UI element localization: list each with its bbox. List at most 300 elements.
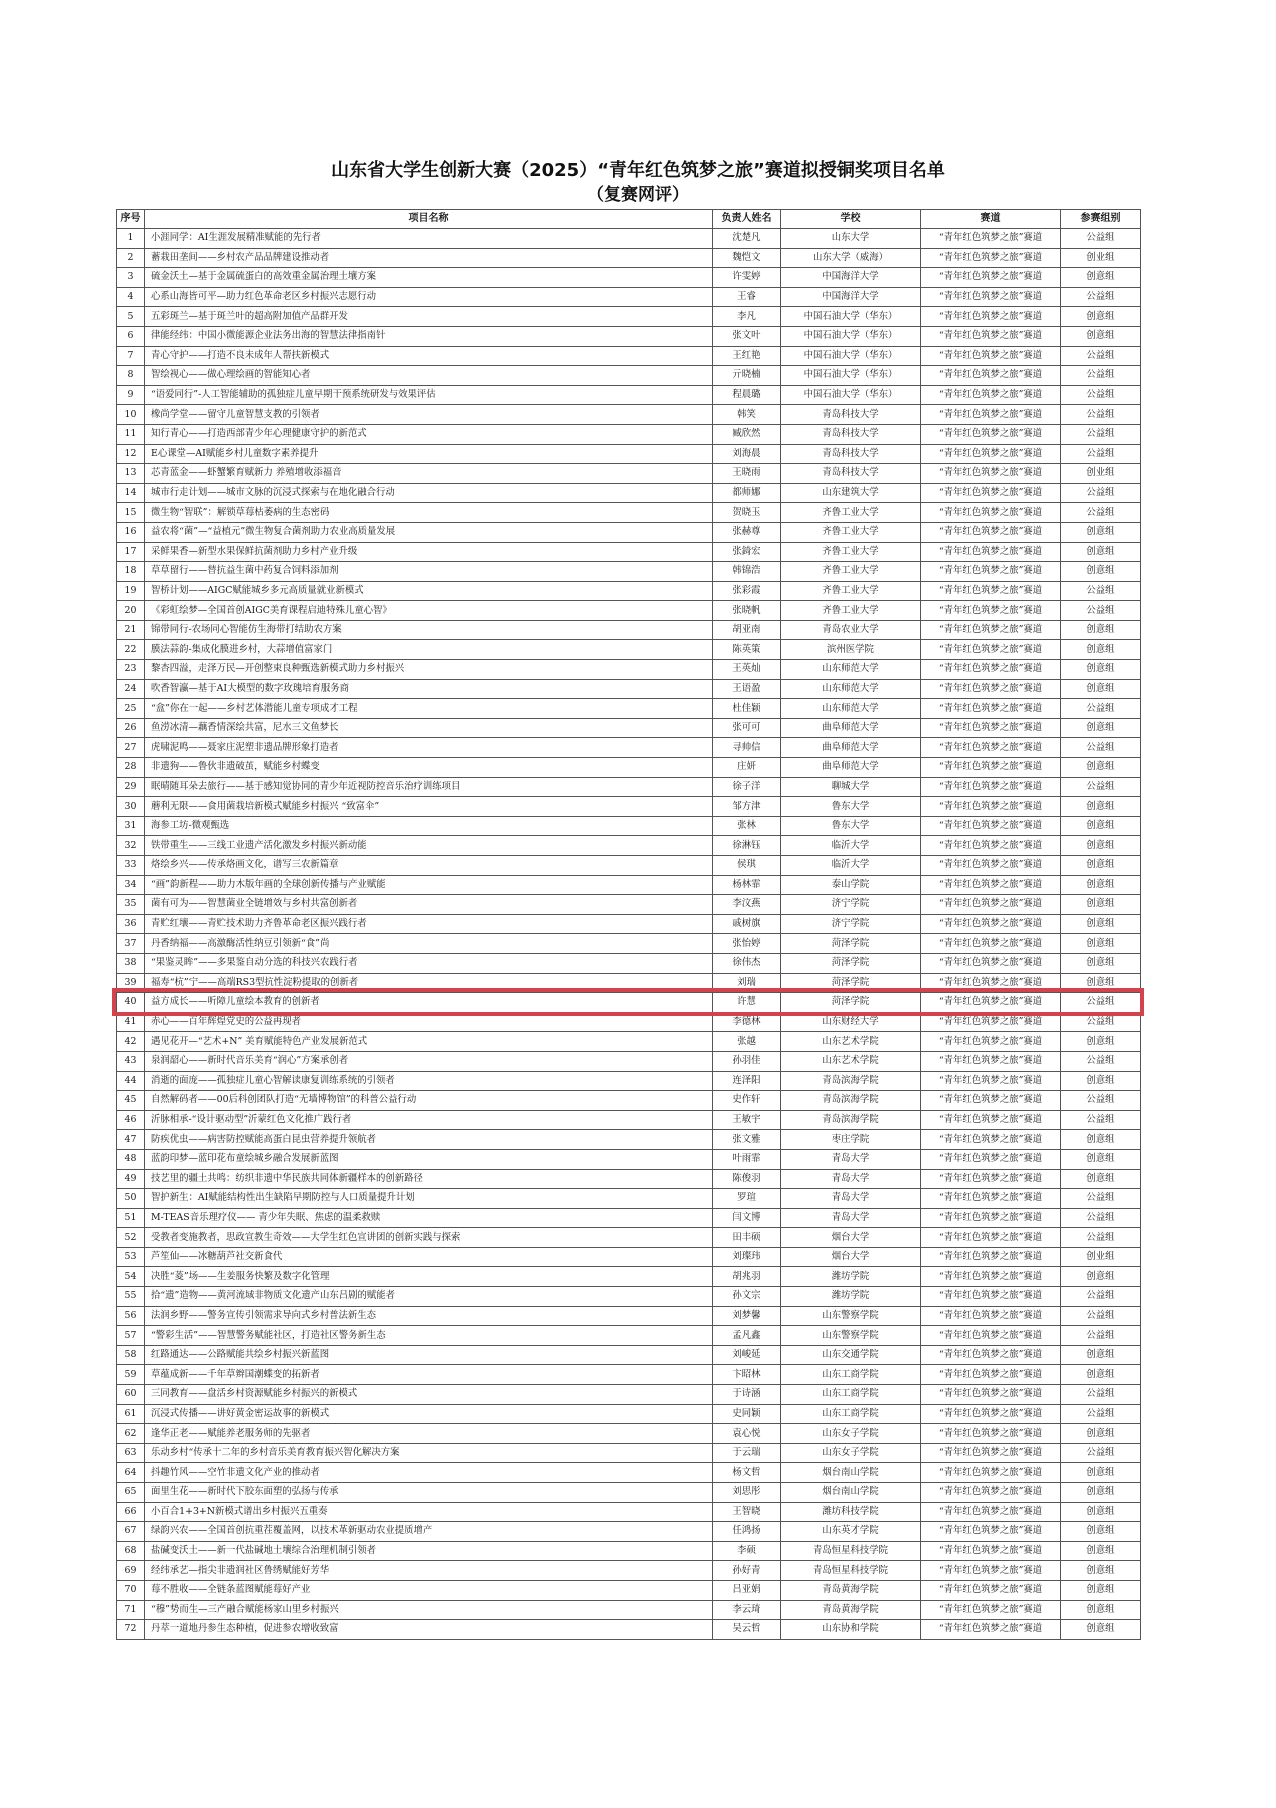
school-name: 中国石油大学（华东） (781, 366, 921, 386)
table-row (117, 1326, 1141, 1346)
group-name: 公益组 (1061, 601, 1141, 621)
track-name: “青年红色筑梦之旅”赛道 (921, 1247, 1061, 1267)
school-name: 鲁东大学 (781, 816, 921, 836)
leader-name: 李硕 (713, 1541, 781, 1561)
group-name: 公益组 (1061, 346, 1141, 366)
row-index: 42 (117, 1032, 145, 1052)
project-name: 五彩斑兰—基于斑兰叶的超高附加值产品群开发 (145, 307, 713, 327)
row-index: 46 (117, 1110, 145, 1130)
school-name: 青岛恒星科技学院 (781, 1561, 921, 1581)
group-name: 公益组 (1061, 1404, 1141, 1424)
leader-name: 孙好青 (713, 1561, 781, 1581)
row-index: 23 (117, 660, 145, 680)
row-index: 31 (117, 816, 145, 836)
group-name: 创意组 (1061, 875, 1141, 895)
award-table (116, 209, 1141, 1640)
school-name: 烟台大学 (781, 1247, 921, 1267)
table-row (117, 1071, 1141, 1091)
table-row (117, 797, 1141, 817)
group-name: 创意组 (1061, 1522, 1141, 1542)
project-name: 拾“遗”造物——黄河流域非物质文化遗产山东吕剧的赋能者 (145, 1287, 713, 1307)
table-row (117, 385, 1141, 405)
leader-name: 刘梦馨 (713, 1306, 781, 1326)
leader-name: 陈俊羽 (713, 1169, 781, 1189)
row-index: 69 (117, 1561, 145, 1581)
table-row (117, 1012, 1141, 1032)
table-row (117, 1483, 1141, 1503)
group-name: 创意组 (1061, 1600, 1141, 1620)
track-name: “青年红色筑梦之旅”赛道 (921, 405, 1061, 425)
track-name: “青年红色筑梦之旅”赛道 (921, 542, 1061, 562)
row-index: 14 (117, 483, 145, 503)
school-name: 山东警察学院 (781, 1326, 921, 1346)
row-index: 11 (117, 424, 145, 444)
leader-name: 胡亚南 (713, 620, 781, 640)
track-name: “青年红色筑梦之旅”赛道 (921, 914, 1061, 934)
project-name: “语爱同行”-人工智能辅助的孤独症儿童早期干预系统研发与效果评估 (145, 385, 713, 405)
school-name: 山东师范大学 (781, 660, 921, 680)
leader-name: 邹方津 (713, 797, 781, 817)
table-row (117, 1051, 1141, 1071)
row-index: 52 (117, 1228, 145, 1248)
row-index: 9 (117, 385, 145, 405)
school-name: 中国海洋大学 (781, 268, 921, 288)
track-name: “青年红色筑梦之旅”赛道 (921, 738, 1061, 758)
col-header-index: 序号 (117, 210, 145, 229)
row-index: 33 (117, 856, 145, 876)
row-index: 70 (117, 1580, 145, 1600)
group-name: 公益组 (1061, 366, 1141, 386)
track-name: “青年红色筑梦之旅”赛道 (921, 346, 1061, 366)
table-row (117, 1541, 1141, 1561)
track-name: “青年红色筑梦之旅”赛道 (921, 1051, 1061, 1071)
leader-name: 亓晓楠 (713, 366, 781, 386)
project-name: M-TEAS音乐理疗仪—— 青少年失眠、焦虑的温柔救赎 (145, 1208, 713, 1228)
school-name: 青岛科技大学 (781, 444, 921, 464)
school-name: 青岛恒星科技学院 (781, 1541, 921, 1561)
row-index: 4 (117, 287, 145, 307)
row-index: 8 (117, 366, 145, 386)
table-row (117, 601, 1141, 621)
group-name: 创意组 (1061, 914, 1141, 934)
track-name: “青年红色筑梦之旅”赛道 (921, 699, 1061, 719)
track-name: “青年红色筑梦之旅”赛道 (921, 1189, 1061, 1209)
project-name: 决胜“菱”场——生姜服务快繁及数字化管理 (145, 1267, 713, 1287)
project-name: 盐碱变沃土——新一代盐碱地土壤综合治理机制引领者 (145, 1541, 713, 1561)
group-name: 公益组 (1061, 1110, 1141, 1130)
row-index: 48 (117, 1149, 145, 1169)
track-name: “青年红色筑梦之旅”赛道 (921, 953, 1061, 973)
track-name: “青年红色筑梦之旅”赛道 (921, 326, 1061, 346)
table-row (117, 895, 1141, 915)
table-row (117, 522, 1141, 542)
table-row (117, 1620, 1141, 1640)
row-index: 2 (117, 248, 145, 268)
school-name: 山东艺术学院 (781, 1032, 921, 1052)
leader-name: 侯琪 (713, 856, 781, 876)
table-row (117, 1385, 1141, 1405)
school-name: 齐鲁工业大学 (781, 522, 921, 542)
group-name: 公益组 (1061, 1443, 1141, 1463)
group-name: 创意组 (1061, 1620, 1141, 1640)
leader-name: 孙羽佳 (713, 1051, 781, 1071)
row-index: 35 (117, 895, 145, 915)
row-index: 41 (117, 1012, 145, 1032)
group-name: 创意组 (1061, 758, 1141, 778)
school-name: 菏泽学院 (781, 993, 921, 1013)
school-name: 曲阜师范大学 (781, 738, 921, 758)
table-header-row (117, 210, 1141, 229)
leader-name: 李云琦 (713, 1600, 781, 1620)
leader-name: 田丰硕 (713, 1228, 781, 1248)
school-name: 菏泽学院 (781, 934, 921, 954)
school-name: 山东女子学院 (781, 1443, 921, 1463)
project-name: “穆”势而生—三产融合赋能杨家山里乡村振兴 (145, 1600, 713, 1620)
group-name: 创意组 (1061, 1561, 1141, 1581)
table-row (117, 287, 1141, 307)
track-name: “青年红色筑梦之旅”赛道 (921, 1306, 1061, 1326)
project-name: 益方成长——听障儿童绘本教育的创新者 (145, 993, 713, 1013)
school-name: 烟台大学 (781, 1228, 921, 1248)
project-name: 技艺里的疆土共鸣：纺织非遗中华民族共同体新疆样本的创新路径 (145, 1169, 713, 1189)
track-name: “青年红色筑梦之旅”赛道 (921, 464, 1061, 484)
project-name: 莓不胜收——全链条蓝图赋能莓好产业 (145, 1580, 713, 1600)
track-name: “青年红色筑梦之旅”赛道 (921, 268, 1061, 288)
row-index: 47 (117, 1130, 145, 1150)
school-name: 青岛科技大学 (781, 424, 921, 444)
table-row (117, 1267, 1141, 1287)
track-name: “青年红色筑梦之旅”赛道 (921, 777, 1061, 797)
track-name: “青年红色筑梦之旅”赛道 (921, 993, 1061, 1013)
group-name: 创意组 (1061, 836, 1141, 856)
row-index: 53 (117, 1247, 145, 1267)
leader-name: 孟凡鑫 (713, 1326, 781, 1346)
track-name: “青年红色筑梦之旅”赛道 (921, 1502, 1061, 1522)
track-name: “青年红色筑梦之旅”赛道 (921, 581, 1061, 601)
table-row (117, 1228, 1141, 1248)
project-name: 自然解码者——00后科创团队打造“无墙博物馆”的科普公益行动 (145, 1091, 713, 1111)
school-name: 山东师范大学 (781, 699, 921, 719)
leader-name: 张越 (713, 1032, 781, 1052)
project-name: 微生物“智联”：解锁草莓枯萎病的生态密码 (145, 503, 713, 523)
group-name: 创业组 (1061, 1247, 1141, 1267)
track-name: “青年红色筑梦之旅”赛道 (921, 248, 1061, 268)
school-name: 中国石油大学（华东） (781, 326, 921, 346)
leader-name: 罗瑄 (713, 1189, 781, 1209)
row-index: 55 (117, 1287, 145, 1307)
track-name: “青年红色筑梦之旅”赛道 (921, 973, 1061, 993)
leader-name: 张文雅 (713, 1130, 781, 1150)
project-name: 菌有可为——智慧菌业全链增效与乡村共富创新者 (145, 895, 713, 915)
col-header-group: 参赛组别 (1061, 210, 1141, 229)
table-row (117, 405, 1141, 425)
track-name: “青年红色筑梦之旅”赛道 (921, 1483, 1061, 1503)
track-name: “青年红色筑梦之旅”赛道 (921, 856, 1061, 876)
leader-name: 吴云哲 (713, 1620, 781, 1640)
leader-name: 臧欣然 (713, 424, 781, 444)
track-name: “青年红色筑梦之旅”赛道 (921, 1463, 1061, 1483)
group-name: 创意组 (1061, 542, 1141, 562)
track-name: “青年红色筑梦之旅”赛道 (921, 483, 1061, 503)
school-name: 菏泽学院 (781, 973, 921, 993)
leader-name: 王睿 (713, 287, 781, 307)
track-name: “青年红色筑梦之旅”赛道 (921, 307, 1061, 327)
row-index: 54 (117, 1267, 145, 1287)
project-name: 小百合1+3+N新模式谱出乡村振兴五重奏 (145, 1502, 713, 1522)
table-row (117, 679, 1141, 699)
school-name: 齐鲁工业大学 (781, 503, 921, 523)
leader-name: 吕亚娟 (713, 1580, 781, 1600)
leader-name: 贺晓玉 (713, 503, 781, 523)
group-name: 创意组 (1061, 816, 1141, 836)
school-name: 中国石油大学（华东） (781, 346, 921, 366)
school-name: 泰山学院 (781, 875, 921, 895)
leader-name: 魏恺文 (713, 248, 781, 268)
track-name: “青年红色筑梦之旅”赛道 (921, 1149, 1061, 1169)
project-name: 沉浸式传播——讲好黄金密运故事的新模式 (145, 1404, 713, 1424)
leader-name: 张錡宏 (713, 542, 781, 562)
school-name: 山东工商学院 (781, 1404, 921, 1424)
school-name: 烟台南山学院 (781, 1463, 921, 1483)
leader-name: 陈英策 (713, 640, 781, 660)
track-name: “青年红色筑梦之旅”赛道 (921, 1267, 1061, 1287)
school-name: 青岛滨海学院 (781, 1110, 921, 1130)
row-index: 36 (117, 914, 145, 934)
leader-name: 刘峻延 (713, 1345, 781, 1365)
table-row (117, 1189, 1141, 1209)
leader-name: 刘瑞 (713, 973, 781, 993)
group-name: 公益组 (1061, 1326, 1141, 1346)
leader-name: 徐子洋 (713, 777, 781, 797)
school-name: 鲁东大学 (781, 797, 921, 817)
track-name: “青年红色筑梦之旅”赛道 (921, 875, 1061, 895)
school-name: 青岛大学 (781, 1169, 921, 1189)
table-row (117, 953, 1141, 973)
row-index: 16 (117, 522, 145, 542)
table-row (117, 1561, 1141, 1581)
school-name: 山东财经大学 (781, 1012, 921, 1032)
row-index: 25 (117, 699, 145, 719)
track-name: “青年红色筑梦之旅”赛道 (921, 1110, 1061, 1130)
group-name: 创意组 (1061, 856, 1141, 876)
row-index: 57 (117, 1326, 145, 1346)
leader-name: 任鸿扬 (713, 1522, 781, 1542)
col-header-school: 学校 (781, 210, 921, 229)
group-name: 公益组 (1061, 287, 1141, 307)
project-name: 法润乡野——警务宣传引领需求导向式乡村普法新生态 (145, 1306, 713, 1326)
group-name: 公益组 (1061, 1287, 1141, 1307)
leader-name: 韩锦浩 (713, 562, 781, 582)
table-row (117, 993, 1141, 1013)
table-row (117, 1306, 1141, 1326)
track-name: “青年红色筑梦之旅”赛道 (921, 758, 1061, 778)
group-name: 公益组 (1061, 1306, 1141, 1326)
group-name: 公益组 (1061, 405, 1141, 425)
page-subtitle: （复赛网评） (587, 185, 689, 205)
leader-name: 许雯婷 (713, 268, 781, 288)
project-name: 智护新生：AI赋能结构性出生缺陷早期防控与人口质量提升计划 (145, 1189, 713, 1209)
school-name: 山东师范大学 (781, 679, 921, 699)
table-row (117, 366, 1141, 386)
project-name: 福寿“杭”宁——高端RS3型抗性淀粉提取的创新者 (145, 973, 713, 993)
project-name: 智桥计划——AIGC赋能城乡多元高质量就业新模式 (145, 581, 713, 601)
project-name: 逢华正老——赋能养老服务师的先驱者 (145, 1424, 713, 1444)
project-name: 非遗狗——鲁伙非遗破茧，赋能乡村蝶变 (145, 758, 713, 778)
project-name: 智绘视心——做心理绘画的智能知心者 (145, 366, 713, 386)
track-name: “青年红色筑梦之旅”赛道 (921, 1404, 1061, 1424)
school-name: 济宁学院 (781, 914, 921, 934)
leader-name: 张文叶 (713, 326, 781, 346)
row-index: 15 (117, 503, 145, 523)
track-name: “青年红色筑梦之旅”赛道 (921, 1071, 1061, 1091)
school-name: 滨州医学院 (781, 640, 921, 660)
track-name: “青年红色筑梦之旅”赛道 (921, 1228, 1061, 1248)
row-index: 28 (117, 758, 145, 778)
table-row (117, 483, 1141, 503)
project-name: 《彩虹绘梦—全国首创AIGC美育课程启迪特殊儿童心智》 (145, 601, 713, 621)
group-name: 公益组 (1061, 699, 1141, 719)
project-name: 益农将“菌”—“益植元”微生物复合菌剂助力农业高质量发展 (145, 522, 713, 542)
school-name: 齐鲁工业大学 (781, 562, 921, 582)
table-row (117, 973, 1141, 993)
row-index: 40 (117, 993, 145, 1013)
group-name: 公益组 (1061, 483, 1141, 503)
table-row (117, 1091, 1141, 1111)
group-name: 创意组 (1061, 1267, 1141, 1287)
row-index: 22 (117, 640, 145, 660)
group-name: 创意组 (1061, 718, 1141, 738)
table-row (117, 1502, 1141, 1522)
track-name: “青年红色筑梦之旅”赛道 (921, 1600, 1061, 1620)
table-row (117, 1424, 1141, 1444)
row-index: 67 (117, 1522, 145, 1542)
school-name: 聊城大学 (781, 777, 921, 797)
group-name: 创意组 (1061, 1130, 1141, 1150)
project-name: 海参工坊-微观甄选 (145, 816, 713, 836)
group-name: 创意组 (1061, 1345, 1141, 1365)
table-row (117, 875, 1141, 895)
project-name: E心课堂—AI赋能乡村儿童数字素养提升 (145, 444, 713, 464)
group-name: 创意组 (1061, 934, 1141, 954)
school-name: 青岛黄海学院 (781, 1580, 921, 1600)
leader-name: 胡兆羽 (713, 1267, 781, 1287)
group-name: 创意组 (1061, 1032, 1141, 1052)
group-name: 创意组 (1061, 620, 1141, 640)
table-row (117, 346, 1141, 366)
table-row (117, 1443, 1141, 1463)
table-row (117, 1208, 1141, 1228)
track-name: “青年红色筑梦之旅”赛道 (921, 1620, 1061, 1640)
table-row (117, 1365, 1141, 1385)
project-name: 膜法蒜韵-集成化膜进乡村，大蒜增值富家门 (145, 640, 713, 660)
group-name: 创意组 (1061, 326, 1141, 346)
group-name: 公益组 (1061, 1091, 1141, 1111)
row-index: 32 (117, 836, 145, 856)
row-index: 12 (117, 444, 145, 464)
table-row (117, 718, 1141, 738)
col-header-track: 赛道 (921, 210, 1061, 229)
project-name: 橡尚学堂——留守儿童智慧支教的引领者 (145, 405, 713, 425)
track-name: “青年红色筑梦之旅”赛道 (921, 287, 1061, 307)
school-name: 曲阜师范大学 (781, 718, 921, 738)
school-name: 山东交通学院 (781, 1345, 921, 1365)
school-name: 中国石油大学（华东） (781, 307, 921, 327)
track-name: “青年红色筑梦之旅”赛道 (921, 1522, 1061, 1542)
row-index: 39 (117, 973, 145, 993)
group-name: 公益组 (1061, 738, 1141, 758)
leader-name: 孙文宗 (713, 1287, 781, 1307)
leader-name: 于云瑞 (713, 1443, 781, 1463)
leader-name: 刘海晨 (713, 444, 781, 464)
project-name: 知行青心——打造西部青少年心理健康守护的新范式 (145, 424, 713, 444)
leader-name: 刘璨玮 (713, 1247, 781, 1267)
group-name: 公益组 (1061, 385, 1141, 405)
group-name: 创业组 (1061, 464, 1141, 484)
school-name: 山东警察学院 (781, 1306, 921, 1326)
group-name: 创意组 (1061, 268, 1141, 288)
table-row (117, 856, 1141, 876)
leader-name: 王晓雨 (713, 464, 781, 484)
group-name: 创业组 (1061, 248, 1141, 268)
row-index: 5 (117, 307, 145, 327)
table-row (117, 914, 1141, 934)
group-name: 创意组 (1061, 797, 1141, 817)
project-name: 遇见花开—“艺术+N” 美育赋能特色产业发展新范式 (145, 1032, 713, 1052)
leader-name: 都师娜 (713, 483, 781, 503)
leader-name: 杨文哲 (713, 1463, 781, 1483)
group-name: 公益组 (1061, 444, 1141, 464)
row-index: 56 (117, 1306, 145, 1326)
table-row (117, 1580, 1141, 1600)
group-name: 创意组 (1061, 640, 1141, 660)
project-name: 草草留行——替抗益生菌中药复合饲料添加剂 (145, 562, 713, 582)
school-name: 山东英才学院 (781, 1522, 921, 1542)
track-name: “青年红色筑梦之旅”赛道 (921, 522, 1061, 542)
row-index: 61 (117, 1404, 145, 1424)
project-name: “果鉴灵眸”——多果鉴自动分选的科技兴农践行者 (145, 953, 713, 973)
leader-name: 李汶燕 (713, 895, 781, 915)
project-name: 赤心——百年辉煌党史的公益再现者 (145, 1012, 713, 1032)
row-index: 43 (117, 1051, 145, 1071)
track-name: “青年红色筑梦之旅”赛道 (921, 1032, 1061, 1052)
table-row (117, 934, 1141, 954)
leader-name: 王敏宇 (713, 1110, 781, 1130)
track-name: “青年红色筑梦之旅”赛道 (921, 836, 1061, 856)
group-name: 公益组 (1061, 1208, 1141, 1228)
group-name: 创意组 (1061, 1424, 1141, 1444)
project-name: 青贮红壤——青贮技术助力齐鲁革命老区振兴践行者 (145, 914, 713, 934)
group-name: 公益组 (1061, 229, 1141, 249)
group-name: 公益组 (1061, 1385, 1141, 1405)
school-name: 山东工商学院 (781, 1385, 921, 1405)
project-name: 泉润韶心——新时代音乐美育“润心”方案承创者 (145, 1051, 713, 1071)
track-name: “青年红色筑梦之旅”赛道 (921, 797, 1061, 817)
school-name: 山东大学（威海） (781, 248, 921, 268)
row-index: 37 (117, 934, 145, 954)
table-row (117, 1404, 1141, 1424)
school-name: 齐鲁工业大学 (781, 581, 921, 601)
project-name: 乐动乡村“传承十二年的乡村音乐美育教育振兴智化解决方案 (145, 1443, 713, 1463)
school-name: 青岛黄海学院 (781, 1600, 921, 1620)
leader-name: 闫文博 (713, 1208, 781, 1228)
group-name: 创意组 (1061, 679, 1141, 699)
group-name: 公益组 (1061, 424, 1141, 444)
track-name: “青年红色筑梦之旅”赛道 (921, 1443, 1061, 1463)
leader-name: 韩笑 (713, 405, 781, 425)
project-name: 虎啸泥鸣——聂家庄泥塑非遗品牌形象打造者 (145, 738, 713, 758)
table-row (117, 562, 1141, 582)
school-name: 枣庄学院 (781, 1130, 921, 1150)
